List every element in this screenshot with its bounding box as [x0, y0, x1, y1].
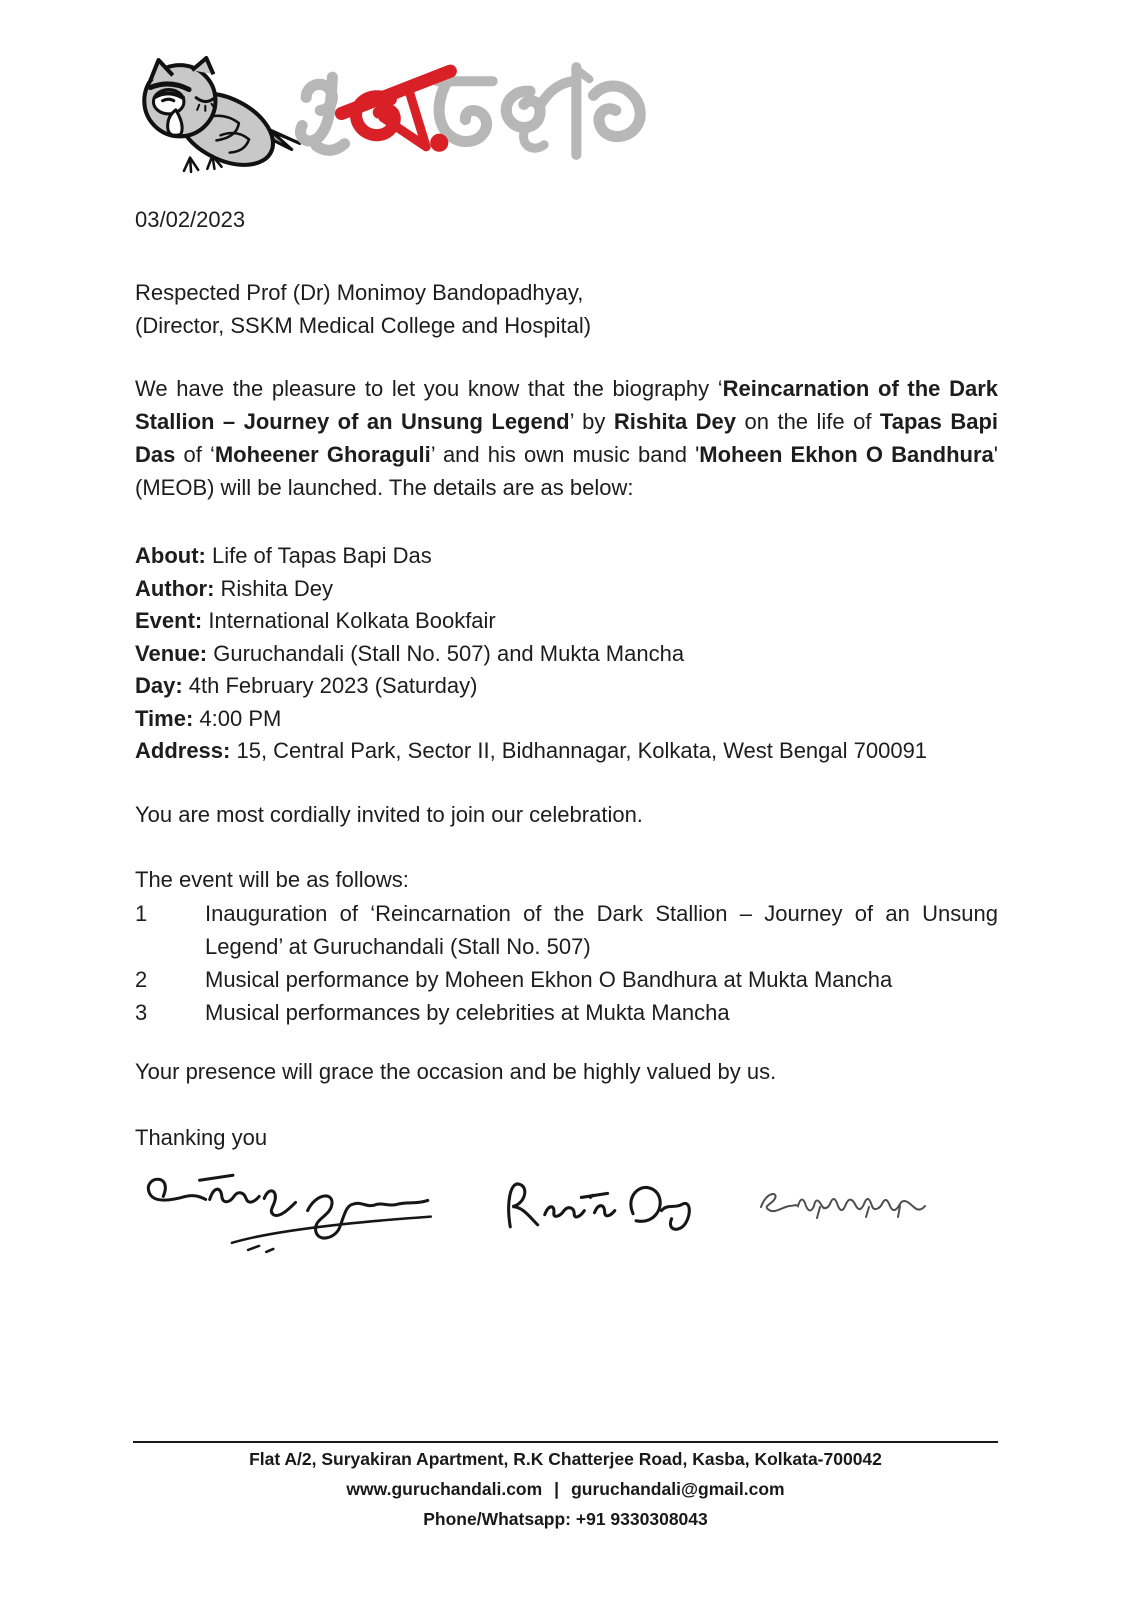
- intro-text: We have the pleasure to let you know that the biography ‘: [135, 376, 723, 401]
- recipient-title: (Director, SSKM Medical College and Hospital): [135, 313, 592, 338]
- owl-logo-icon: [128, 56, 308, 178]
- detail-label: Author:: [135, 575, 215, 601]
- detail-label: Time:: [135, 705, 194, 731]
- footer-email: guruchandali@gmail.com: [571, 1479, 785, 1499]
- detail-row: Event: International Kolkata Bookfair: [135, 608, 496, 633]
- schedule-item-number: 3: [135, 1000, 148, 1025]
- intro-text: on the life of: [736, 409, 880, 434]
- recipient-block: [135, 276, 591, 342]
- schedule-item-text: Musical performances by celebrities at Mukta Mancha: [205, 1000, 730, 1025]
- recipient-name: Respected Prof (Dr) Monimoy Bandopadhyay,: [135, 280, 584, 305]
- closing-line: Your presence will grace the occasion and be highly valued by us.: [135, 1059, 777, 1084]
- detail-label: Venue:: [135, 640, 208, 666]
- footer-phone: Phone/Whatsapp: +91 9330308043: [423, 1509, 708, 1529]
- footer-divider: [133, 1441, 998, 1443]
- schedule-item: [135, 897, 998, 963]
- schedule-item-number: 1: [135, 901, 148, 926]
- detail-row: Author: Rishita Dey: [135, 575, 334, 601]
- signature-sutapa-ghosh: [135, 1158, 453, 1254]
- details-list: [135, 540, 927, 768]
- intro-text: of ‘: [175, 442, 215, 467]
- schedule-item-text: Musical performance by Moheen Ekhon O Bandhura at Mukta Mancha: [205, 967, 893, 992]
- detail-label: About:: [135, 543, 206, 568]
- intro-bold-text: Moheener Ghoraguli: [214, 442, 431, 467]
- schedule-intro: The event will be as follows:: [135, 867, 409, 892]
- footer-contacts: [0, 1477, 1131, 1501]
- signature-saikat-bandyopadhyay: [748, 1180, 940, 1222]
- intro-bold-text: Rishita Dey: [613, 409, 737, 434]
- footer-address: Flat A/2, Suryakiran Apartment, R.K Chatterjee Road, Kasba, Kolkata-700042: [249, 1449, 882, 1469]
- intro-bold-text: Tapas Bapi Das: [135, 409, 998, 467]
- intro-paragraph: [135, 372, 998, 504]
- intro-text: ' (MEOB) will be launched. The details are as below:: [135, 442, 998, 500]
- intro-bold-text: Reincarnation of the Dark Stallion – Journey of an Unsung Legend: [135, 376, 998, 434]
- schedule-item: [135, 996, 998, 1029]
- letter-date: 03/02/2023: [135, 207, 246, 232]
- detail-label: Event:: [135, 608, 203, 633]
- detail-row: About: Life of Tapas Bapi Das: [135, 543, 432, 568]
- invitation-line: You are most cordially invited to join our celebration.: [135, 802, 643, 827]
- schedule-item-number: 2: [135, 967, 148, 992]
- thanks-line: Thanking you: [135, 1125, 268, 1150]
- intro-text: ’ and his own music band ': [430, 442, 700, 467]
- detail-row: Venue: Guruchandali (Stall No. 507) and Mukta Mancha: [135, 640, 685, 666]
- footer-separator: |: [554, 1479, 560, 1499]
- signature-rishita-dey: [492, 1168, 700, 1236]
- footer-website: www.guruchandali.com: [346, 1479, 543, 1499]
- detail-label: Day:: [135, 673, 183, 698]
- brand-logo-bengali: [286, 60, 654, 168]
- schedule-list: [135, 897, 998, 1029]
- schedule-item: [135, 963, 998, 996]
- intro-bold-text: Moheen Ekhon O Bandhura: [699, 442, 994, 467]
- detail-row: Day: 4th February 2023 (Saturday): [135, 673, 478, 698]
- detail-row: Address: 15, Central Park, Sector II, Bidhannagar, Kolkata, West Bengal 700091: [135, 738, 928, 763]
- intro-text: ’ by: [569, 409, 614, 434]
- detail-label: Address:: [135, 738, 231, 763]
- schedule-item-text: Inauguration of ‘Reincarnation of the Dark Stallion – Journey of an Unsung Legend’ at Guruchandali (Stall No. 507): [205, 901, 998, 959]
- detail-row: Time: 4:00 PM: [135, 705, 282, 731]
